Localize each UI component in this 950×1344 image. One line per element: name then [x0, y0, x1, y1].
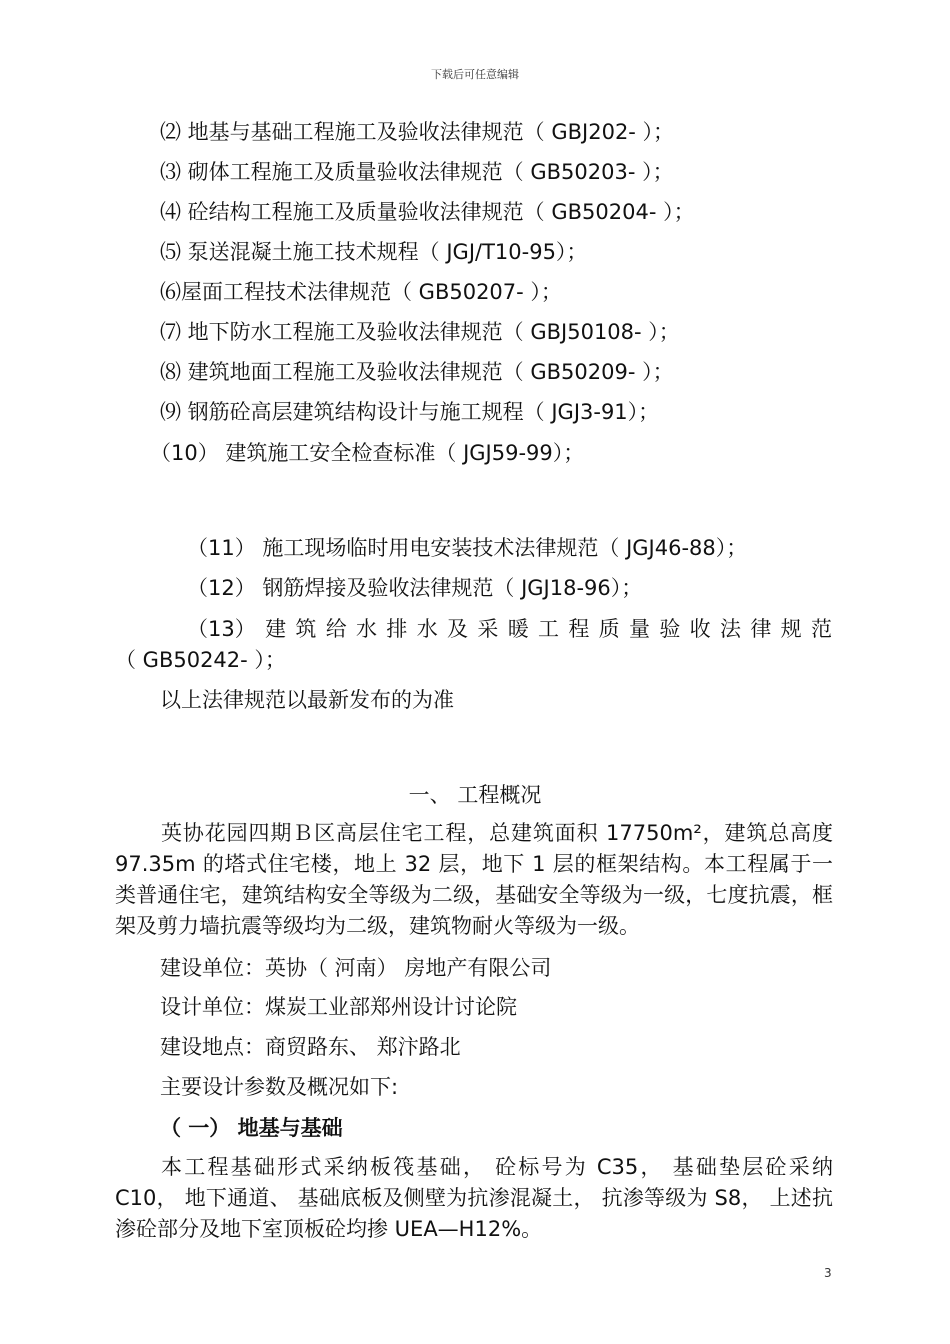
overview-paragraph: 英协花园四期Ｂ区高层住宅工程，总建筑面积 17750m²，建筑总高度 97.35m 的塔式住宅楼，地上 32 层，地下 1 层的框架结构。本工程属于一类普通住宅，建筑结构安全等级为二级，基础安全等级为一级，七度抗震，框架及剪力墙抗震等级均为二级，建筑物耐火等级为一级。: [115, 821, 833, 938]
page-number: 3: [824, 1266, 832, 1280]
reference-item: ⑶ 砌体工程施工及质量验收法律规范（ GB50203- ）；: [160, 160, 674, 184]
reference-item: ⑹屋面工程技术法律规范（ GB50207- ）；: [160, 280, 562, 304]
reference-item: ⑻ 建筑地面工程施工及验收法律规范（ GB50209- ）；: [160, 360, 674, 384]
params-intro: 主要设计参数及概况如下:: [160, 1075, 399, 1099]
reference-item-13: （13） 建 筑 给 水 排 水 及 采 暖 工 程 质 量 验 收 法 律 规 范: [187, 617, 832, 641]
subsection-title: （ 一） 地基与基础: [160, 1116, 343, 1140]
reference-13-tail: （ GB50242- ）；: [115, 648, 286, 672]
regulation-note: 以上法律规范以最新发布的为准: [160, 688, 454, 712]
header-note: 下载后可任意编辑: [431, 68, 519, 81]
reference-item: ⑵ 地基与基础工程施工及验收法律规范（ GBJ202- ）；: [160, 120, 675, 144]
builder-info: 建设单位：英协（ 河南） 房地产有限公司: [160, 956, 552, 980]
location-info: 建设地点：商贸路东、 郑汴路北: [160, 1035, 461, 1059]
reference-item: ⑼ 钢筋砼高层建筑结构设计与施工规程（ JGJ3-91）；: [160, 400, 660, 424]
section-title: 一、 工程概况: [408, 783, 542, 807]
reference-item: ⑸ 泵送混凝土施工技术规程（ JGJ/T10-95）；: [160, 240, 588, 264]
reference-item: ⑺ 地下防水工程施工及验收法律规范（ GBJ50108- ）；: [160, 320, 680, 344]
reference-item: （12） 钢筋焊接及验收法律规范（ JGJ18-96）；: [187, 576, 643, 600]
reference-item: （11） 施工现场临时用电安装技术法律规范（ JGJ46-88）；: [187, 536, 748, 560]
reference-item: ⑷ 砼结构工程施工及质量验收法律规范（ GB50204- ）；: [160, 200, 695, 224]
reference-13-number: （13）: [187, 617, 256, 641]
foundation-paragraph: 本工程基础形式采纳板筏基础， 砼标号为 C35， 基础垫层砼采纳 C10， 地下通道、 基础底板及侧壁为抗渗混凝土， 抗渗等级为 S8， 上述抗渗砼部分及地下室顶板砼均掺 UEA—H12%。: [115, 1155, 833, 1241]
reference-item: （10） 建筑施工安全检查标准（ JGJ59-99）；: [150, 441, 585, 465]
designer-info: 设计单位：煤炭工业部郑州设计讨论院: [160, 995, 517, 1019]
